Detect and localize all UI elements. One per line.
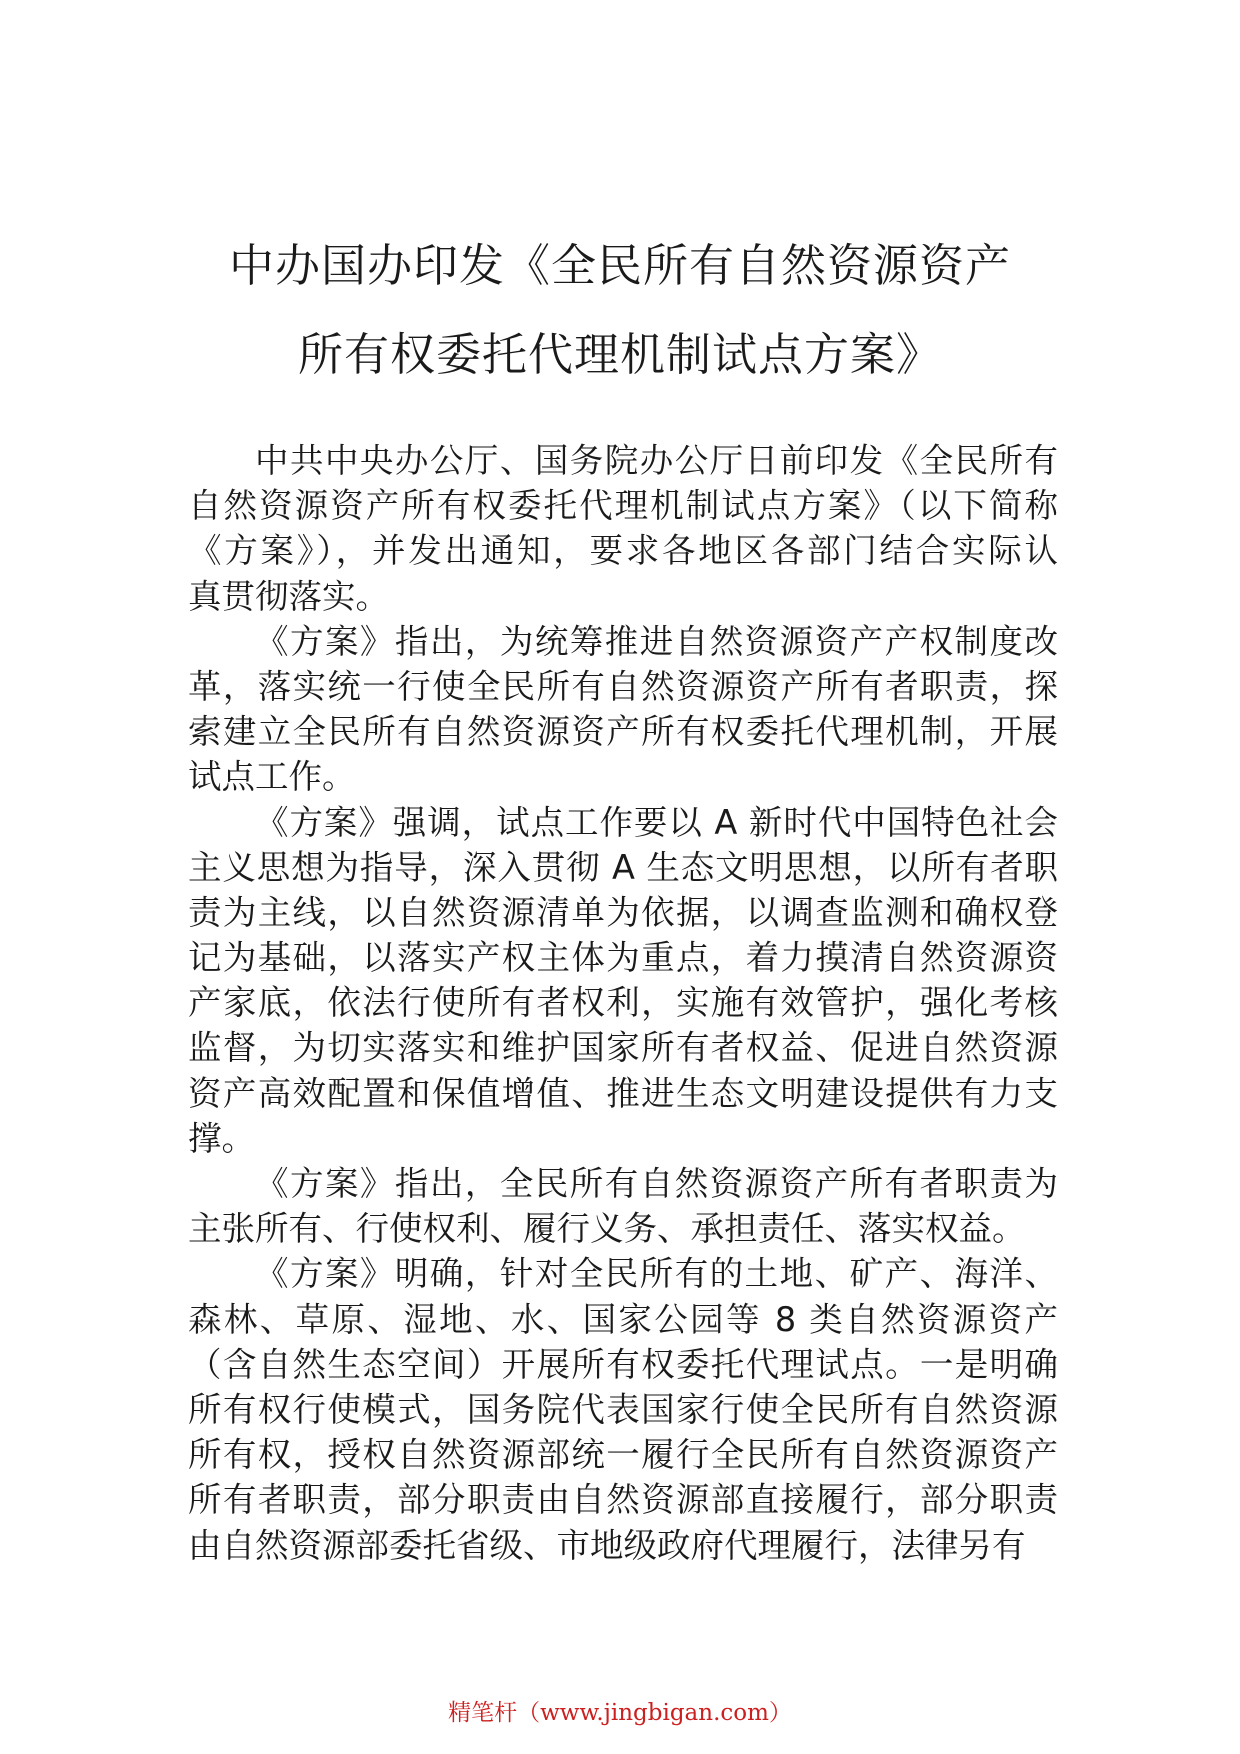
- footer-watermark: 精笔杆（www.jingbigan.com）: [448, 1700, 792, 1726]
- paragraph-line: 所有权，授权自然资源部统一履行全民所有自然资源资产: [188, 1435, 1058, 1475]
- paragraph-line: （含自然生态空间）开展所有权委托代理试点。一是明确: [188, 1344, 1058, 1384]
- paragraph-line: 《方案》），并发出通知，要求各地区各部门结合实际认: [188, 531, 1058, 571]
- paragraph-line: 资产高效配置和保值增值、推进生态文明建设提供有力支: [188, 1073, 1058, 1113]
- paragraph-line: 《方案》明确，针对全民所有的土地、矿产、海洋、: [255, 1254, 1058, 1294]
- paragraph-line: 《方案》指出，为统筹推进自然资源资产产权制度改: [255, 621, 1058, 661]
- paragraph-line: 撑。: [188, 1118, 255, 1158]
- paragraph-line: 记为基础，以落实产权主体为重点，着力摸清自然资源资: [188, 938, 1058, 978]
- paragraph-line: 所有者职责，部分职责由自然资源部直接履行，部分职责: [188, 1480, 1058, 1520]
- paragraph-line: 森林、草原、湿地、水、国家公园等 8 类自然资源资产: [188, 1299, 1058, 1339]
- paragraph-line: 主义思想为指导，深入贯彻 A 生态文明思想，以所有者职: [188, 847, 1058, 887]
- title-line-2: 所有权委托代理机制试点方案》: [297, 328, 942, 381]
- paragraph-line: 监督，为切实落实和维护国家所有者权益、促进自然资源: [188, 1028, 1058, 1068]
- paragraph-line: 责为主线，以自然资源清单为依据，以调查监测和确权登: [188, 892, 1058, 932]
- title-line-1: 中办国办印发《全民所有自然资源资产: [228, 239, 1011, 292]
- paragraph-line: 试点工作。: [188, 757, 356, 797]
- paragraph-line: 真贯彻落实。: [188, 576, 389, 616]
- paragraph-line: 革，落实统一行使全民所有自然资源资产所有者职责，探: [188, 666, 1058, 706]
- paragraph-line: 《方案》强调，试点工作要以 A 新时代中国特色社会: [255, 802, 1058, 842]
- paragraph-line: 产家底，依法行使所有者权利，实施有效管护，强化考核: [188, 983, 1058, 1023]
- paragraph-line: 索建立全民所有自然资源资产所有权委托代理机制，开展: [188, 712, 1058, 752]
- document-body: [188, 438, 1058, 1568]
- paragraph-line: 中共中央办公厅、国务院办公厅日前印发《全民所有: [255, 441, 1058, 480]
- paragraph-line: 由自然资源部委托省级、市地级政府代理履行，法律另有: [188, 1525, 1026, 1565]
- paragraph-line: 所有权行使模式，国务院代表国家行使全民所有自然资源: [188, 1389, 1058, 1429]
- paragraph-line: 主张所有、行使权利、履行义务、承担责任、落实权益。: [188, 1209, 1026, 1249]
- paragraph-line: 《方案》指出，全民所有自然资源资产所有者职责为: [255, 1164, 1058, 1203]
- paragraph-line: 自然资源资产所有权委托代理机制试点方案》（以下简称: [188, 486, 1058, 526]
